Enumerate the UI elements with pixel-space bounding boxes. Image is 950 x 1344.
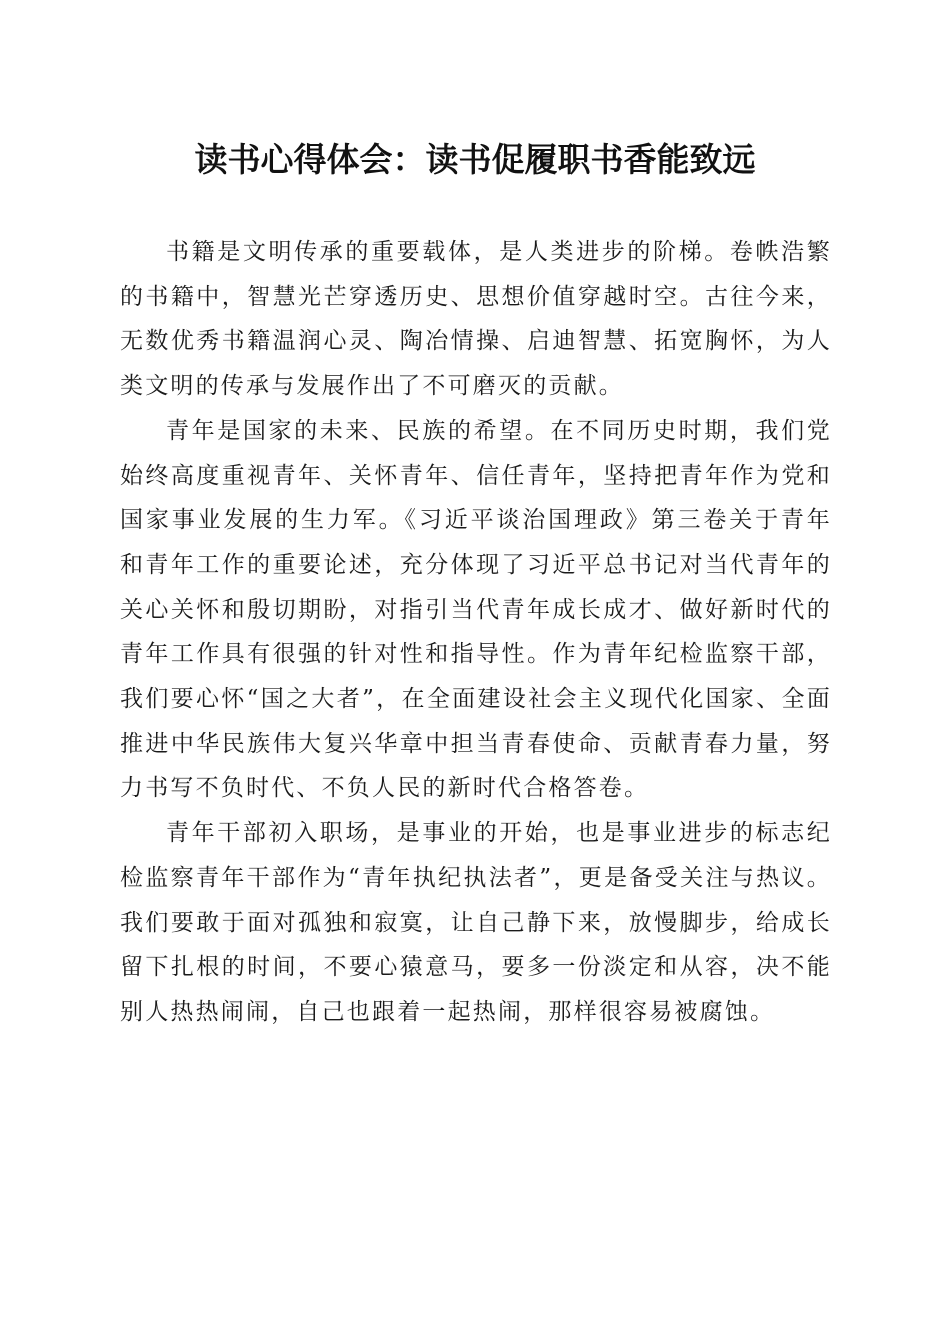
document-title: 读书心得体会：读书促履职书香能致远 (194, 140, 756, 179)
document-body (120, 230, 832, 1035)
paragraph-2: 青年是国家的未来、民族的希望。在不同历史时期，我们党始终高度重视青年、关怀青年、信任青年，坚持把青年作为党和国家事业发展的生力军。《习近平谈治国理政》第三卷关于青年和青年工作的重要论述，充分体现了习近平总书记对当代青年的关心关怀和殷切期盼，对指引当代青年成长成才、做好新时代的青年工作具有很强的针对性和指导性。作为青年纪检监察干部，我们要心怀“国之大者”，在全面建设社会主义现代化国家、全面推进中华民族伟大复兴华章中担当青春使命、贡献青春力量，努力书写不负时代、不负人民的新时代合格答卷。 (120, 417, 832, 802)
paragraph-1: 书籍是文明传承的重要载体，是人类进步的阶梯。卷帙浩繁的书籍中，智慧光芒穿透历史、思想价值穿越时空。古往今来，无数优秀书籍温润心灵、陶冶情操、启迪智慧、拓宽胸怀，为人类文明的传承与发展作出了不可磨灭的贡献。 (120, 239, 832, 400)
paragraph-3: 青年干部初入职场，是事业的开始，也是事业进步的标志纪检监察青年干部作为“青年执纪执法者”，更是备受关注与热议。我们要敢于面对孤独和寂寞，让自己静下来，放慢脚步，给成长留下扎根的时间，不要心猿意马，要多一份淡定和从容，决不能别人热热闹闹，自己也跟着一起热闹，那样很容易被腐蚀。 (120, 820, 832, 1025)
